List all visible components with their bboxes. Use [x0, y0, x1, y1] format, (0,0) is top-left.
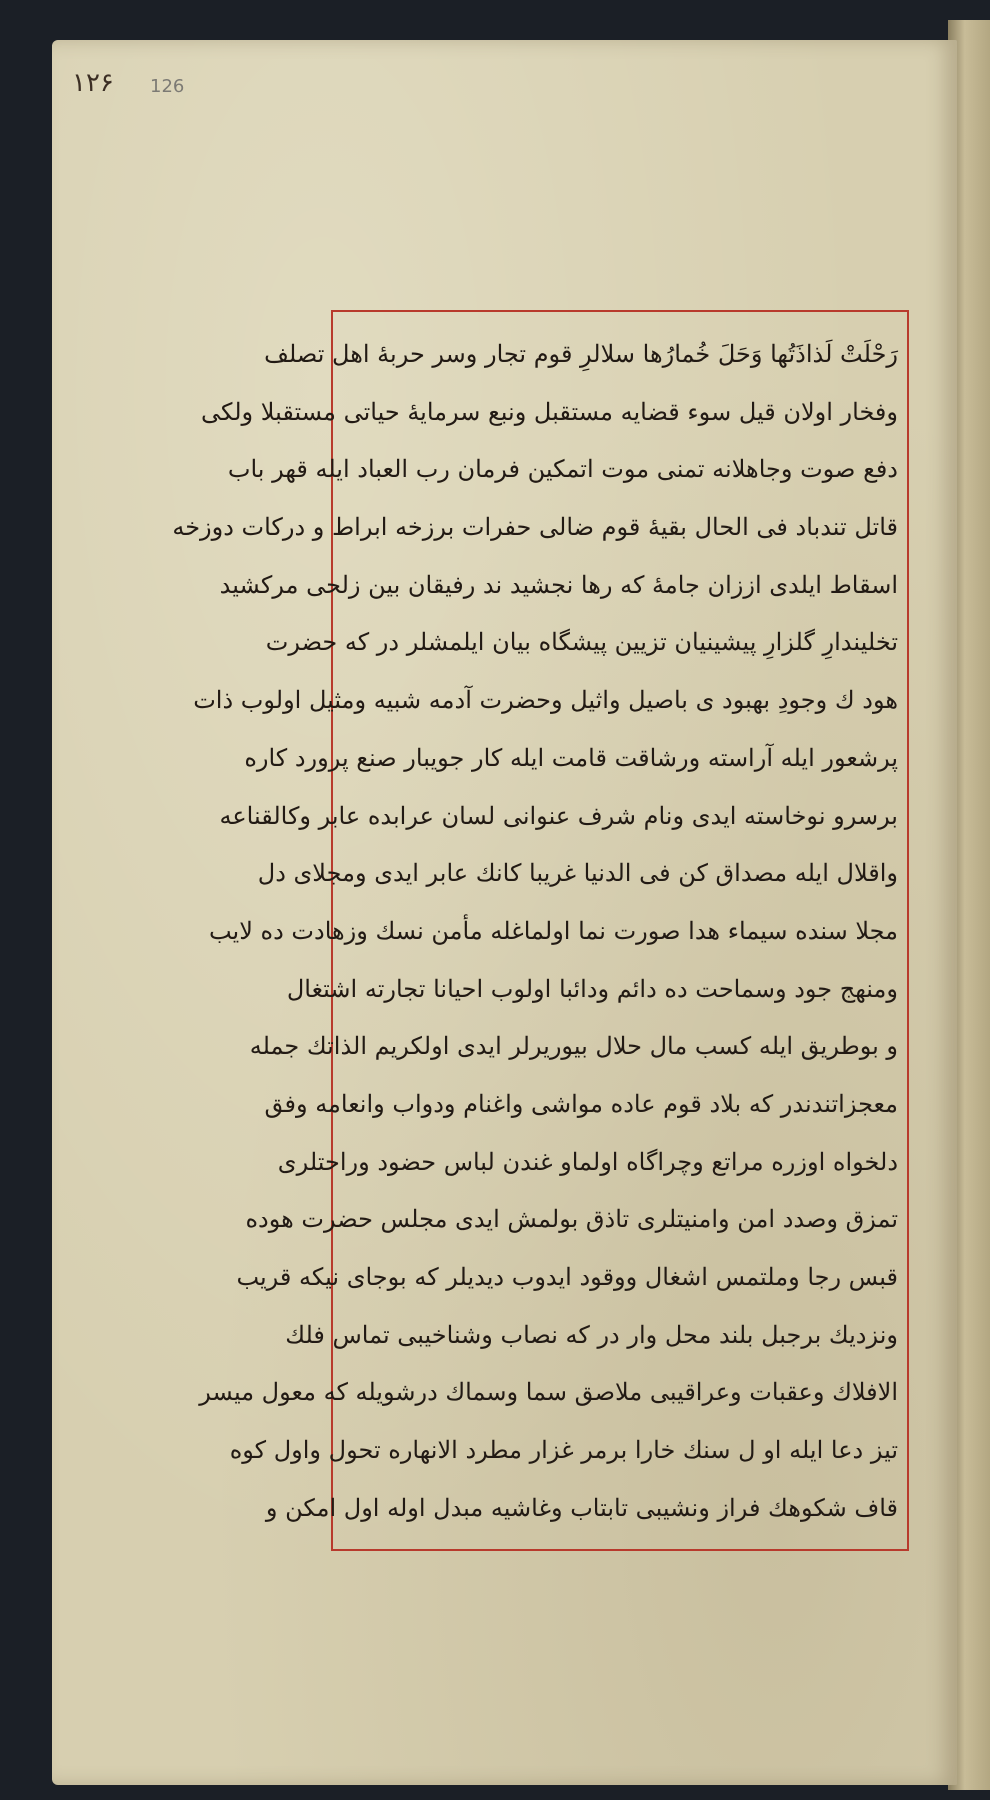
text-line: دفع صوت وجاهلانه تمنى موت اتمكين فرمان رب العباد ايله قهر باب: [227, 455, 898, 484]
text-line: دلخواه اوزره مراتع وچراگاه اولماو غندن لباس حضود وراحتلرى: [277, 1147, 898, 1176]
text-line: معجزاتندندر كه بلاد قوم عاده مواشى واغنام ودواب وانعامه وفق: [264, 1089, 898, 1118]
text-line: وفخار اولان قيل سوء قضايه مستقبل ونبع سرمايۀ حياتى مستقبلا ولكى: [200, 397, 898, 426]
text-line: تخليندارِ گلزارِ پيشينيان تزيين پيشگاه بيان ايلمشلر در كه حضرت: [265, 628, 898, 657]
folio-number: ۱۲۶: [72, 68, 114, 98]
text-line: قبس رجا وملتمس اشغال ووقود ايدوب ديديلر كه بوجاى نيكه قريب: [236, 1263, 898, 1291]
text-line: پرشعور ايله آراسته ورشاقت قامت ايله كار جويبار صنع پرورد كاره: [244, 743, 898, 772]
text-line: برسرو نوخاسته ايدى ونام شرف عنوانى لسان عرابده عابر وكالقناعه: [219, 801, 898, 830]
text-line: ومنهج جود وسماحت ده دائم ودائبا اولوب احيانا تجارته اشتغال: [286, 974, 898, 1003]
text-line: واقلال ايله مصداق كن فى الدنيا غريبا كانك عابر ايدى ومجلاى دل: [257, 859, 898, 888]
text-line: تيز دعا ايله او ل سنك خارا برمر غزار مطرد الانهاره تحول واول كوه: [229, 1436, 898, 1465]
text-line: تمزق وصدد امن وامنيتلرى تاذق بولمش ايدى مجلس حضرت هوده: [245, 1205, 898, 1234]
text-block: [172, 326, 898, 1537]
folio-pencil-number: 126: [150, 76, 185, 97]
text-line: الافلاك وعقبات وعراقيبى ملاصق سما وسماك درشويله كه معول ميسر: [199, 1378, 898, 1407]
text-line: مجلا سنده سيماء هدا صورت نما اولماغله مأمن نسك وزهادت ده لايب: [208, 916, 898, 945]
text-line: قاتل تندباد فى الحال بقيۀ قوم ضالى حفرات برزخه ابراط و دركات دوزخه: [172, 513, 898, 542]
text-line: رَحْلَتْ لَذاذَتُها وَحَلَ خُمارُها سلالرِ قوم تجار وسر حربۀ اهل تصلف: [264, 340, 898, 368]
text-line: قاف شكوهك فراز ونشيبى تابتاب وغاشيه مبدل اوله اول امكن و: [265, 1493, 898, 1522]
text-line: و بوطريق ايله كسب مال حلال بيوريرلر ايدى اولكريم الذاتك جمله: [249, 1032, 898, 1061]
text-line: ونزديك برجبل بلند محل وار در كه نصاب وشناخيبى تماس فلك: [285, 1320, 898, 1349]
text-line: اسقاط ايلدى اززان جامۀ كه رها نجشيد ند رفيقان بين زلحى مركشيد: [219, 570, 898, 599]
text-line: هود ك وجودِ بهبود ى باصيل واثيل وحضرت آدمه شبيه ومثيل اولوب ذات: [193, 686, 898, 715]
